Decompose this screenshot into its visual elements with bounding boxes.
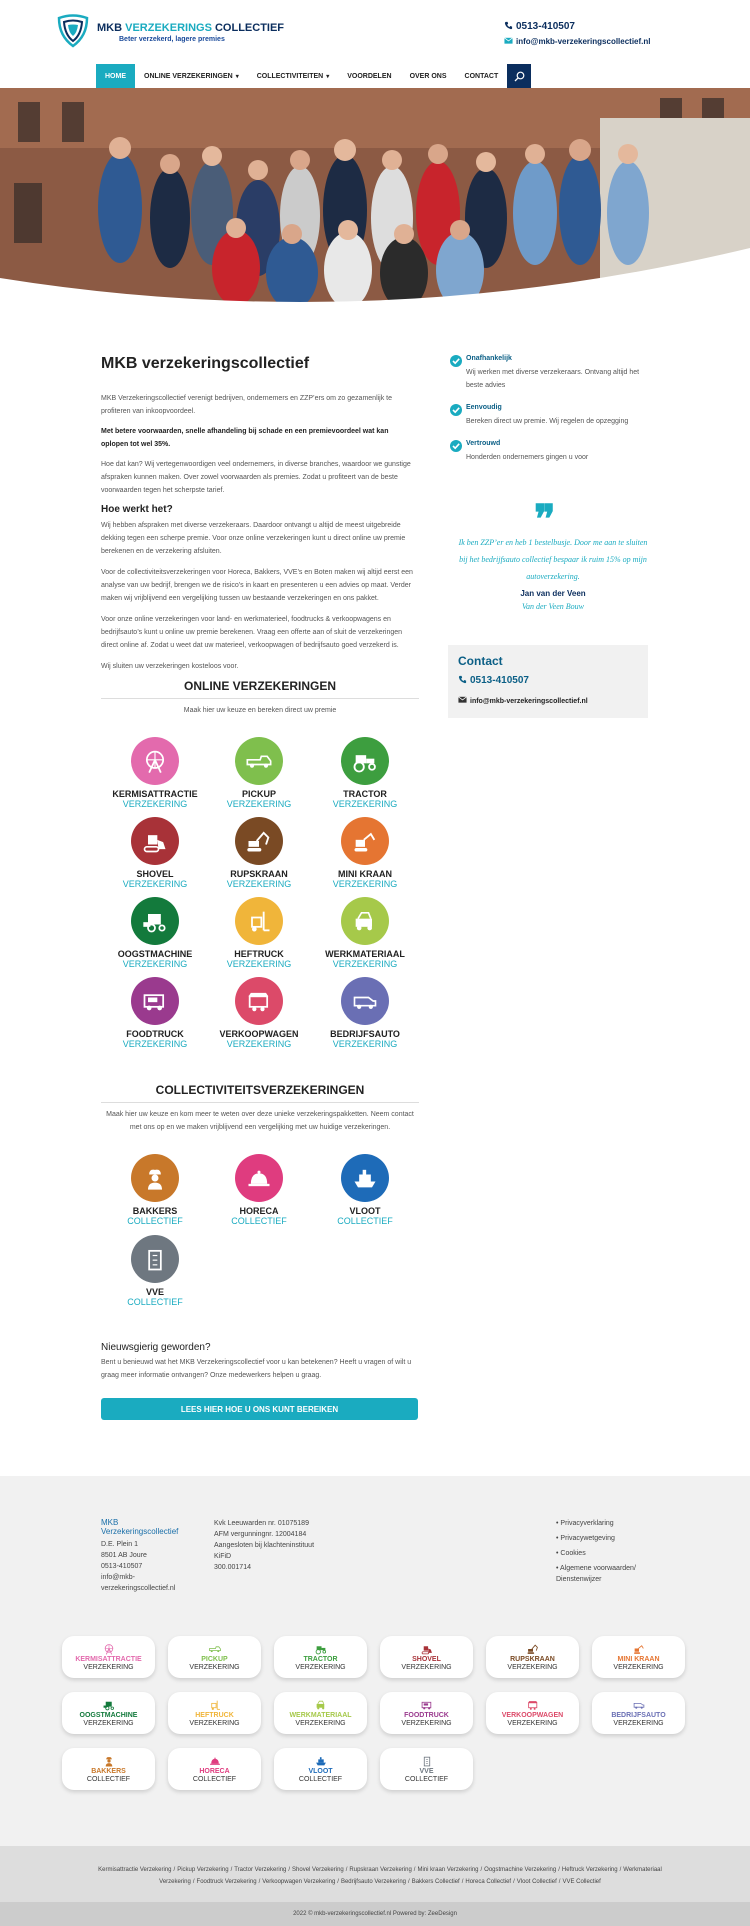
sitemap-link[interactable]: Shovel Verzekering — [292, 1867, 344, 1873]
footer-tile-mini-kraan[interactable] — [592, 1636, 685, 1678]
ferris-wheel-icon — [101, 1643, 117, 1655]
mail-icon — [504, 36, 513, 45]
footer-tile-horeca[interactable] — [168, 1748, 261, 1790]
tile-sub: COLLECTIEF — [86, 1775, 131, 1783]
curious-text: Bent u benieuwd wat het MKB Verzekeringscollectief voor u kan betekenen? Heeft u vragen of wilt u graag meer informatie ontvangen? Onze medewerkers helpen u graag. — [101, 1359, 412, 1379]
testimonial-quote: Ik ben ZZP’er en heb 1 bestelbusje. Door me aan te sluiten bij het bedrijfsauto collectief bespaar ik ruim 15% op mijn autoverzekering. — [458, 538, 648, 581]
tile-name: VVE — [419, 1767, 434, 1775]
tile-sub: COLLECTIEF — [404, 1775, 449, 1783]
separator: / — [413, 1867, 416, 1873]
nav-online-verzekeringen[interactable]: ONLINE VERZEKERINGEN ▾ — [144, 72, 239, 80]
sitemap-link[interactable]: Vloot Collectief — [516, 1879, 557, 1885]
footer-tile-vloot[interactable] — [274, 1748, 367, 1790]
feature-title: Vertrouwd — [466, 440, 501, 447]
online-item-name: HEFTRUCK — [234, 949, 284, 959]
paragraph-4: Voor de collectiviteitsverzekeringen voor Horeca, Bakkers, VVE’s en Boten maken wij altijd eerst een analyse van uw bedrijf, brengen we de risico’s in kaart en presenteren u een advies op maat. Verder maken wij vrijblijvend een vergelijking tussen uw bestaande verzekeringen en ons pakket. — [101, 569, 413, 602]
footer-tile-pickup[interactable] — [168, 1636, 261, 1678]
ferris-wheel-icon[interactable] — [131, 737, 179, 785]
separator: / — [173, 1867, 176, 1873]
online-item-name: RUPSKRAAN — [230, 869, 288, 879]
curious-title: Nieuwsgierig geworden? — [101, 1342, 211, 1353]
ship-icon[interactable] — [341, 1154, 389, 1202]
mail-icon — [458, 695, 467, 704]
mini-excavator-icon — [631, 1643, 647, 1655]
online-item-sub: VERZEKERING — [332, 799, 398, 809]
online-item-sub: VERZEKERING — [332, 879, 398, 889]
shovel-icon[interactable] — [131, 817, 179, 865]
online-item-name: MINI KRAAN — [338, 869, 392, 879]
sitemap-link[interactable]: VVE Collectief — [562, 1879, 601, 1885]
divider — [101, 698, 419, 699]
separator: / — [258, 1879, 261, 1885]
tile-name: KERMISATTRACTIE — [75, 1655, 142, 1663]
sitemap-link[interactable]: Rupskraan Verzekering — [349, 1867, 412, 1873]
sitemap-link[interactable]: Pickup Verzekering — [177, 1867, 229, 1873]
pickup-truck-icon[interactable] — [235, 737, 283, 785]
sitemap-link[interactable]: Heftruck Verzekering — [561, 1867, 618, 1873]
online-item-sub: VERZEKERING — [226, 799, 292, 809]
tile-sub: VERZEKERING — [507, 1663, 558, 1671]
testimonial-company: Van der Veen Bouw — [522, 602, 584, 611]
chevron-down-icon: ▾ — [235, 73, 239, 80]
excavator-icon — [525, 1643, 541, 1655]
harvester-icon — [101, 1699, 117, 1711]
separator: / — [513, 1879, 515, 1885]
separator: / — [619, 1867, 622, 1873]
sitemap-link[interactable]: Kermisattractie Verzekering — [98, 1867, 172, 1873]
tile-name: MINI KRAAN — [617, 1655, 660, 1663]
online-item-sub: VERZEKERING — [226, 879, 292, 889]
collective-item-vve[interactable] — [100, 1235, 210, 1307]
harvester-icon[interactable] — [131, 897, 179, 945]
hero-team-photo — [0, 88, 750, 314]
search-icon — [514, 71, 525, 82]
footer-link-privacywetgeving[interactable]: • Privacywetgeving — [556, 1533, 656, 1544]
separator: / — [192, 1879, 195, 1885]
highlight-text: Met betere voorwaarden, snelle afhandeling bij schade en een premievoordeel wat kan oplopen tot wel 35%. — [101, 428, 389, 448]
tile-sub: VERZEKERING — [401, 1719, 452, 1727]
sitemap-link[interactable]: Verkoopwagen Verzekering — [262, 1879, 336, 1885]
nav-over-ons[interactable]: OVER ONS — [409, 72, 447, 80]
collective-item-sub: COLLECTIEF — [337, 1216, 393, 1226]
feature-title: Onafhankelijk — [466, 355, 512, 362]
online-item-sub: VERZEKERING — [122, 1039, 188, 1049]
footer-tile-bakkers[interactable] — [62, 1748, 155, 1790]
sitemap-link[interactable]: Mini kraan Verzekering — [417, 1867, 479, 1873]
separator: / — [480, 1867, 483, 1873]
tile-sub: VERZEKERING — [613, 1663, 664, 1671]
tile-name: BAKKERS — [91, 1767, 126, 1775]
phone-icon — [458, 675, 467, 684]
online-item-sub: VERZEKERING — [122, 959, 188, 969]
tile-name: WERKMATERIAAL — [289, 1711, 352, 1719]
online-item-sub: VERZEKERING — [122, 799, 188, 809]
online-item-kermisattractie[interactable] — [100, 737, 210, 809]
check-icon — [450, 403, 462, 421]
tile-sub: VERZEKERING — [401, 1663, 452, 1671]
footer-tile-bedrijfsauto[interactable] — [592, 1692, 685, 1734]
online-item-sub: VERZEKERING — [226, 1039, 292, 1049]
nav-home[interactable]: HOME — [96, 64, 135, 88]
collective-item-bakkers[interactable] — [100, 1154, 210, 1226]
tractor-icon — [313, 1643, 329, 1655]
brand-name[interactable]: MKB VERZEKERINGS COLLECTIEF — [97, 22, 285, 34]
tile-sub: VERZEKERING — [83, 1719, 134, 1727]
nav-collectiviteiten[interactable]: COLLECTIVITEITEN ▾ — [256, 72, 330, 80]
collective-item-name: VLOOT — [349, 1206, 381, 1216]
sales-wagon-icon — [525, 1699, 541, 1711]
collective-item-vloot[interactable] — [310, 1154, 420, 1226]
footer-tile-vve[interactable] — [380, 1748, 473, 1790]
feature-text: Bereken direct uw premie. Wij regelen de opzegging — [466, 418, 629, 425]
footer-tile-oogstmachine[interactable] — [62, 1692, 155, 1734]
sitemap-link[interactable]: Bakkers Collectief — [411, 1879, 460, 1885]
paragraph-6: Wij sluiten uw verzekeringen kosteloos voor. — [101, 663, 239, 670]
footer-address: D.E. Plein 1 8501 AB Joure 0513-410507 info@mkb-verzekeringscollectief.nl — [101, 1541, 176, 1592]
paragraph-2: Hoe dat kan? Wij vertegenwoordigen veel ondernemers, in diverse branches, waardoor we gunstige afspraken kunnen maken. Over zowel voorwaarden als premies. Zodat u profiteert van de beste voorwaarden tegen het scherpste tarief. — [101, 461, 411, 494]
online-item-name: BEDRIJFSAUTO — [330, 1029, 400, 1039]
separator: / — [337, 1879, 339, 1885]
collective-section-title: COLLECTIVITEITSVERZEKERINGEN — [155, 1083, 365, 1097]
collective-item-sub: COLLECTIEF — [127, 1216, 183, 1226]
intro-text: MKB Verzekeringscollectief verenigt bedrijven, ondernemers en ZZP’ers om zo gezamenlijk te profiteren van inkoopvoordeel. — [101, 395, 393, 415]
contact-phone[interactable]: 0513-410507 — [458, 675, 529, 686]
tile-name: TRACTOR — [303, 1655, 338, 1663]
mini-excavator-icon[interactable] — [341, 817, 389, 865]
online-item-werkmateriaal[interactable] — [310, 897, 420, 969]
tile-name: RUPSKRAAN — [510, 1655, 555, 1663]
contact-cta-button[interactable]: LEES HIER HOE U ONS KUNT BEREIKEN — [101, 1398, 418, 1420]
separator: / — [288, 1867, 291, 1873]
paragraph-5: Voor onze online verzekeringen voor land- en werkmaterieel, foodtrucks & verkoopwagens en bedrijfsauto’s kunt u online uw premie berekenen. Vraag een offerte aan of sluit de verzekeringen direct online af. Zodat u weet dat uw materieel, verkoopwagen of bedrijfsauto goed verzekerd is. — [101, 616, 403, 649]
online-item-sub: VERZEKERING — [226, 959, 292, 969]
footer-tile-verkoopwagen[interactable] — [486, 1692, 579, 1734]
feature-text: Honderden ondernemers gingen u voor — [466, 454, 589, 461]
tile-sub: COLLECTIEF — [192, 1775, 237, 1783]
tile-sub: VERZEKERING — [295, 1719, 346, 1727]
footer-link-privacy[interactable]: • Privacyverklaring — [556, 1518, 656, 1529]
sitemap-link[interactable]: Werkmateriaal Verzekering — [159, 1867, 662, 1885]
online-item-name: OOGSTMACHINE — [117, 949, 193, 959]
footer-tile-werkmateriaal[interactable] — [274, 1692, 367, 1734]
tile-name: VLOOT — [308, 1767, 333, 1775]
search-button[interactable] — [507, 64, 531, 88]
separator: / — [230, 1867, 233, 1873]
online-section-subtitle: Maak hier uw keuze en bereken direct uw premie — [183, 707, 337, 714]
tile-name: SHOVEL — [412, 1655, 441, 1663]
contact-email[interactable]: info@mkb-verzekeringscollectief.nl — [458, 695, 588, 705]
online-item-name: KERMISATTRACTIE — [112, 789, 198, 799]
online-item-name: WERKMATERIAAL — [325, 949, 405, 959]
testimonial-name: Jan van der Veen — [520, 589, 586, 598]
nav-voordelen[interactable]: VOORDELEN — [347, 72, 392, 80]
tile-name: VERKOOPWAGEN — [501, 1711, 564, 1719]
online-item-sub: VERZEKERING — [332, 1039, 398, 1049]
collective-item-name: VVE — [145, 1287, 164, 1297]
main-nav — [96, 64, 531, 88]
feature-text: Wij werken met diverse verzekeraars. Ontvang altijd het beste advies — [466, 369, 640, 389]
copyright: 2022 © mkb-verzekeringscollectief.nl Powered by: ZeeDesign — [0, 1902, 750, 1926]
separator: / — [558, 1867, 560, 1873]
footer-link-cookies[interactable]: • Cookies — [556, 1548, 656, 1559]
separator: / — [345, 1867, 348, 1873]
online-item-name: FOODTRUCK — [126, 1029, 184, 1039]
sitemap-link[interactable]: Tractor Verzekering — [234, 1867, 287, 1873]
footer-tile-tractor[interactable] — [274, 1636, 367, 1678]
online-item-name: VERKOOPWAGEN — [219, 1029, 299, 1039]
online-item-verkoopwagen[interactable] — [204, 977, 314, 1049]
footer-registration: Kvk Leeuwarden nr. 01075189 AFM vergunningnr. 12004184 Aangesloten bij klachteninstituut KiFiD 300.001714 — [214, 1520, 315, 1571]
tile-sub: COLLECTIEF — [298, 1775, 343, 1783]
online-item-name: SHOVEL — [136, 869, 174, 879]
online-item-tractor[interactable] — [310, 737, 420, 809]
forklift-icon — [207, 1699, 223, 1711]
online-section-title: ONLINE VERZEKERINGEN — [183, 679, 336, 693]
pickup-truck-icon — [207, 1643, 223, 1655]
brand-tagline: Beter verzekerd, lagere premies — [119, 36, 225, 43]
collective-item-name: HORECA — [239, 1206, 279, 1216]
tile-sub: VERZEKERING — [83, 1663, 134, 1671]
online-item-pickup[interactable] — [204, 737, 314, 809]
header-phone[interactable]: 0513-410507 — [504, 21, 575, 32]
tile-sub: VERZEKERING — [189, 1663, 240, 1671]
divider — [101, 1102, 419, 1103]
online-item-mini-kraan[interactable] — [310, 817, 420, 889]
online-item-heftruck[interactable] — [204, 897, 314, 969]
tile-sub: VERZEKERING — [295, 1663, 346, 1671]
nav-contact[interactable]: CONTACT — [464, 72, 499, 80]
paragraph-3: Wij hebben afspraken met diverse verzekeraars. Daardoor ontvangt u altijd de meest uitgebreide dekking tegen een scherpe premie. Voor onze online verzekeringen kunt u direct online uw premie berekenen en de verzekering afsluiten. — [101, 522, 406, 555]
collective-item-name: BAKKERS — [132, 1206, 178, 1216]
sitemap-links — [95, 1864, 665, 1888]
tile-name: HEFTRUCK — [195, 1711, 234, 1719]
online-item-oogstmachine[interactable] — [100, 897, 210, 969]
online-item-bedrijfsauto[interactable] — [310, 977, 420, 1049]
work-equipment-icon — [313, 1699, 329, 1711]
tile-sub: VERZEKERING — [507, 1719, 558, 1727]
foodtruck-icon — [419, 1699, 435, 1711]
footer-tile-shovel[interactable] — [380, 1636, 473, 1678]
footer-link-voorwaarden[interactable]: • Algemene voorwaarden/ Dienstenwijzer — [556, 1563, 656, 1585]
separator: / — [558, 1879, 561, 1885]
footer-tile-rupskraan[interactable] — [486, 1636, 579, 1678]
baker-icon[interactable] — [131, 1154, 179, 1202]
foodtruck-icon[interactable] — [131, 977, 179, 1025]
footer-tile-foodtruck[interactable] — [380, 1692, 473, 1734]
feature-title: Eenvoudig — [466, 404, 502, 411]
collective-item-horeca[interactable] — [204, 1154, 314, 1226]
page-title: MKB verzekeringscollectief — [101, 355, 310, 372]
sitemap-link[interactable]: Foodtruck Verzekering — [196, 1879, 257, 1885]
ship-icon — [313, 1755, 329, 1767]
cloche-icon — [207, 1755, 223, 1767]
logo-shield-icon[interactable] — [56, 14, 90, 48]
tile-name: BEDRIJFSAUTO — [611, 1711, 666, 1719]
online-item-foodtruck[interactable] — [100, 977, 210, 1049]
cloche-icon[interactable] — [235, 1154, 283, 1202]
check-icon — [450, 439, 462, 457]
online-item-name: PICKUP — [241, 789, 276, 799]
quote-icon: ❞ — [534, 496, 556, 543]
online-item-rupskraan[interactable] — [204, 817, 314, 889]
sitemap-link[interactable]: Bedrijfsauto Verzekering — [340, 1879, 407, 1885]
collective-section-subtitle: Maak hier uw keuze en kom meer te weten over deze unieke verzekeringspakketten. Neem contact met ons op en we maken vrijblijvend een vergelijking met uw huidige verzekeringen. — [106, 1111, 414, 1131]
footer-tile-heftruck[interactable] — [168, 1692, 261, 1734]
forklift-icon[interactable] — [235, 897, 283, 945]
tile-sub: VERZEKERING — [189, 1719, 240, 1727]
excavator-icon[interactable] — [235, 817, 283, 865]
contact-title: Contact — [458, 654, 503, 668]
tile-name: FOODTRUCK — [404, 1711, 449, 1719]
building-icon — [419, 1755, 435, 1767]
shovel-icon — [419, 1643, 435, 1655]
footer-links — [556, 1518, 656, 1589]
sitemap-link[interactable]: Horeca Collectief — [465, 1879, 512, 1885]
separator: / — [408, 1879, 410, 1885]
tile-name: OOGSTMACHINE — [79, 1711, 138, 1719]
separator: / — [461, 1879, 464, 1885]
online-item-name: TRACTOR — [343, 789, 387, 799]
building-icon[interactable] — [131, 1235, 179, 1283]
sales-wagon-icon[interactable] — [235, 977, 283, 1025]
how-it-works-title: Hoe werkt het? — [101, 504, 173, 515]
online-item-sub: VERZEKERING — [122, 879, 188, 889]
check-icon — [450, 354, 462, 372]
chevron-down-icon: ▾ — [326, 73, 330, 80]
sitemap-link[interactable]: Oogstmachine Verzekering — [484, 1867, 557, 1873]
online-item-sub: VERZEKERING — [332, 959, 398, 969]
footer-tile-kermisattractie[interactable] — [62, 1636, 155, 1678]
online-item-shovel[interactable] — [100, 817, 210, 889]
tile-name: HORECA — [199, 1767, 230, 1775]
header-email[interactable]: info@mkb-verzekeringscollectief.nl — [504, 36, 651, 46]
footer-brand: MKB Verzekeringscollectief — [101, 1518, 179, 1536]
collective-item-sub: COLLECTIEF — [231, 1216, 287, 1226]
collective-item-sub: COLLECTIEF — [127, 1297, 183, 1307]
tile-name: PICKUP — [201, 1655, 228, 1663]
van-icon — [631, 1699, 647, 1711]
van-icon[interactable] — [341, 977, 389, 1025]
baker-icon — [101, 1755, 117, 1767]
tractor-icon[interactable] — [341, 737, 389, 785]
work-equipment-icon[interactable] — [341, 897, 389, 945]
tile-sub: VERZEKERING — [613, 1719, 664, 1727]
phone-icon — [504, 21, 513, 30]
